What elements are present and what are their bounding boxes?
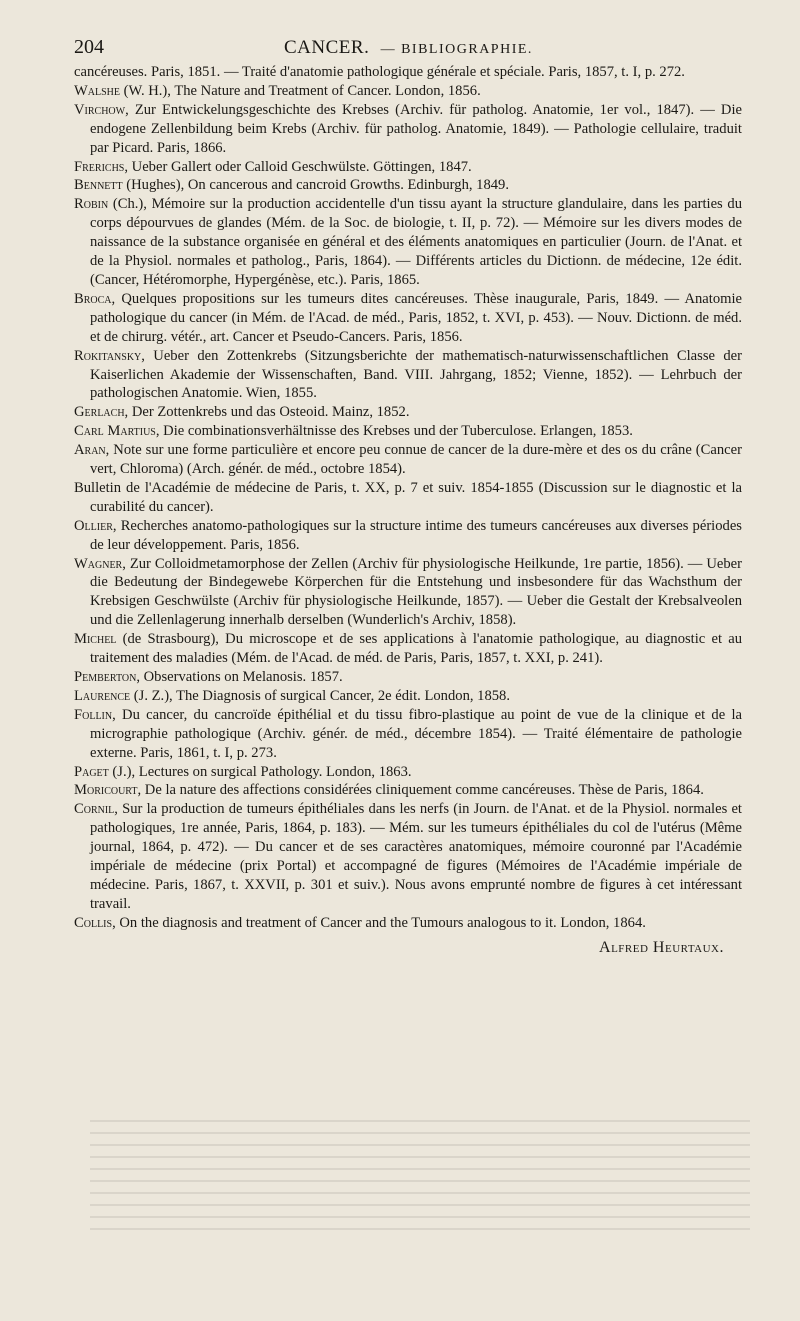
- bibliography-entry: [74, 630, 742, 668]
- entry-author: Carl Martius: [74, 423, 156, 440]
- running-title-sub: — BIBLIOGRAPHIE.: [380, 42, 533, 57]
- show-through-texture: [90, 1120, 750, 1240]
- entry-text: (J.), Lectures on surgical Pathology. London, 1863.: [108, 763, 412, 780]
- entry-text: , Recherches anatomo-pathologiques sur la structure intime des tumeurs cancéreuses aux diverses périodes de leur développement. Paris, 1856.: [90, 517, 742, 553]
- bibliography-entry: [74, 195, 742, 290]
- entry-text: , Ueber den Zottenkrebs (Sitzungsberichte der mathematisch-naturwissenschaftlichen Classe der Kaiserlichen Akademie der Wissenschaften, Band. VIII. Jahrgang, 1852; Vienne, 1852). — Lehrbuch der pathologischen Anatomie. Wien, 1855.: [90, 347, 742, 402]
- entry-author: Laurence: [74, 687, 131, 704]
- author-signature: Alfred Heurtaux.: [599, 938, 724, 956]
- entry-text: , Ueber Gallert oder Calloid Geschwülste. Göttingen, 1847.: [124, 158, 472, 175]
- bibliography-entry: [74, 441, 742, 479]
- entry-text: , Zur Entwickelungsgeschichte des Krebses (Archiv. für patholog. Anatomie, 1er vol., 1847). — Die endogene Zellenbildung beim Krebs (Archiv. für patholog. Anatomie, 1849). — Pathologie cellulaire, traduit par Picard. Paris, 1866.: [90, 101, 742, 156]
- entry-text: , Note sur une forme particulière et encore peu connue de cancer de la dure-mère et des os du crâne (Cancer vert, Chloroma) (Arch. génér. de méd., octobre 1854).: [90, 442, 742, 478]
- bibliography-entry: [74, 479, 742, 517]
- bibliography-entry: [74, 668, 742, 687]
- entry-text: , Observations on Melanosis. 1857.: [136, 669, 343, 685]
- entry-text: , Zur Colloidmetamorphose der Zellen (Archiv für physiologische Heilkunde, 1re partie, 1856). — Ueber die Bedeutung der Bindegewebe Körperchen für die Entstehung und insbesondere für das Wachsthum der Krebsigen Geschwülste (Archiv für physiologische Heilkunde, 1857). — Ueber die Gestalt der Krebsalveolen und die Zellenlagerung innerhalb derselben (Wunderlich's Archiv, 1858).: [90, 555, 742, 629]
- entry-text: , De la nature des affections considérées cliniquement comme cancéreuses. Thèse de Paris, 1864.: [137, 782, 704, 799]
- bibliography-entry: [74, 403, 742, 422]
- entry-text: (Hughes), On cancerous and cancroid Growths. Edinburgh, 1849.: [122, 177, 509, 194]
- entry-author: Virchow: [74, 101, 126, 118]
- bibliography-entry: [74, 555, 742, 631]
- entry-text: (W. H.), The Nature and Treatment of Cancer. London, 1856.: [120, 82, 481, 99]
- bibliography-entry: [74, 763, 742, 782]
- bibliography-entry: [74, 517, 742, 555]
- entry-text: , Du cancer, du cancroïde épithélial et du tissu fibro-plastique au point de vue de la clinique et de la micrographie pathologique (Archiv. génér. de méd., décembre 1854). — Traité élémentaire de pathologie externe. Paris, 1861, t. I, p. 273.: [90, 706, 742, 761]
- entry-text: (J. Z.), The Diagnosis of surgical Cancer, 2e édit. London, 1858.: [130, 687, 510, 704]
- entry-text: cancéreuses. Paris, 1851. — Traité d'anatomie pathologique générale et spéciale. Paris, 1857, t. I, p. 272.: [74, 64, 685, 80]
- entry-text: (Ch.), Mémoire sur la production accidentelle d'un tissu ayant la structure glandulaire, dans les parties du corps dépourvues de glandes (Mém. de la Soc. de biologie, t. II, p. 72). — Mémoire sur les divers modes de naissance de la substance organisée en général et des éléments anatomiques en particulier (Journ. de l'Anat. et de la Physiol. normales et patholog., Paris, 1864). — Différents articles du Dictionn. de médecine, 12e édit. (Cancer, Hétéromorphe, Hypergénèse, etc.). Paris, 1865.: [90, 196, 742, 288]
- entry-author: Broca: [74, 290, 112, 307]
- entry-author: Bennett: [74, 177, 123, 194]
- entry-author: Moricourt: [74, 782, 138, 799]
- entry-author: Collis: [74, 914, 113, 931]
- entry-text: Bulletin de l'Académie de médecine de Paris, t. XX, p. 7 et suiv. 1854-1855 (Discussion sur le diagnostic et la curabilité du cancer).: [74, 479, 742, 515]
- entry-author: Wagner: [74, 555, 123, 572]
- entry-text: , On the diagnosis and treatment of Cancer and the Tumours analogous to it. London, 1864.: [112, 914, 646, 931]
- entry-author: Cornil: [74, 801, 115, 818]
- bibliography-list: [74, 63, 742, 933]
- entry-author: Pemberton: [74, 669, 137, 685]
- bibliography-entry: [74, 290, 742, 347]
- bibliography-entry: [74, 63, 742, 82]
- entry-author: Gerlach: [74, 404, 125, 421]
- entry-author: Rokitansky: [74, 347, 142, 364]
- bibliography-entry: [74, 781, 742, 800]
- bibliography-entry: [74, 706, 742, 763]
- entry-text: , Der Zottenkrebs und das Osteoid. Mainz, 1852.: [124, 404, 410, 421]
- entry-author: Aran: [74, 442, 106, 459]
- entry-author: Walshe: [74, 82, 120, 99]
- page-header: [74, 36, 742, 59]
- running-title: [284, 37, 533, 59]
- running-title-main: CANCER.: [284, 37, 370, 58]
- bibliography-entry: [74, 687, 742, 706]
- entry-author: Frerichs: [74, 158, 125, 175]
- bibliography-entry: [74, 422, 742, 441]
- entry-text: (de Strasbourg), Du microscope et de ses applications à l'anatomie pathologique, au diagnostic et au traitement des maladies (Mém. de l'Acad. de méd. de Paris, Paris, 1857, t. XXI, p. 241).: [90, 631, 742, 667]
- bibliography-entry: [74, 158, 742, 177]
- entry-author: Paget: [74, 763, 109, 780]
- entry-text: , Quelques propositions sur les tumeurs dites cancéreuses. Thèse inaugurale, Paris, 1849. — Anatomie pathologique du cancer (in Mém. de l'Acad. de méd., Paris, 1852, t. XVI, p. 453). — Nouv. Dictionn. de méd. et de chirurg. vétér., art. Cancer et Pseudo-Cancers. Paris, 1856.: [90, 290, 742, 345]
- entry-text: , Die combinationsverhältnisse des Krebses und der Tuberculose. Erlangen, 1853.: [155, 423, 633, 440]
- bibliography-entry: [74, 82, 742, 101]
- entry-author: Robin: [74, 196, 109, 213]
- entry-author: Michel: [74, 631, 117, 648]
- entry-text: , Sur la production de tumeurs épithéliales dans les nerfs (in Journ. de l'Anat. et de la Physiol. normales et pathologiques, 1re année, Paris, 1864, p. 183). — Mém. sur les tumeurs épithéliales du col de l'utérus (Même journal, 1864, p. 472). — Du cancer et de ses caractères anatomiques, mémoire couronné par l'Académie impériale de médecine (prix Portal) et accompagné de figures (Mémoires de l'Académie impériale de médecine. Paris, 1867, t. XXVII, p. 301 et suiv.). Nous avons emprunté nombre de figures à cet intéressant travail.: [90, 801, 742, 912]
- bibliography-entry: [74, 176, 742, 195]
- page-number: 204: [74, 36, 104, 58]
- bibliography-entry: [74, 101, 742, 158]
- bibliography-entry: [74, 914, 742, 933]
- bibliography-entry: [74, 347, 742, 404]
- bibliography-entry: [74, 800, 742, 913]
- entry-author: Ollier: [74, 517, 113, 534]
- entry-author: Follin: [74, 706, 113, 723]
